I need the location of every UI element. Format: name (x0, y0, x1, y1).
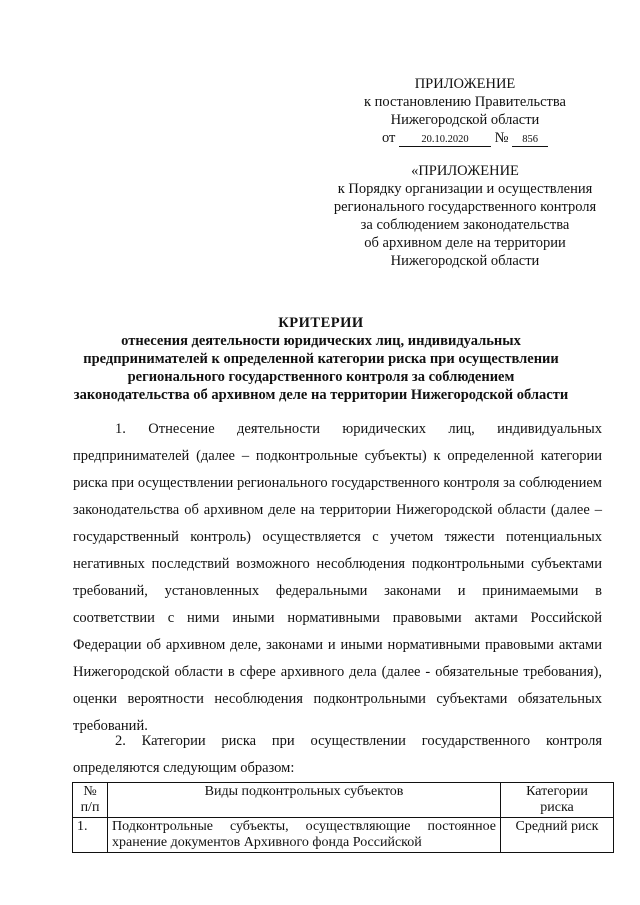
procedure-appendix-title: «ПРИЛОЖЕНИЕ (411, 163, 519, 179)
criteria-subtitle-line: законодательства об архивном деле на территории Нижегородской области (73, 387, 569, 403)
procedure-line: за соблюдением законодательства (360, 217, 570, 233)
appendix-line-1: к постановлению Правительства (364, 94, 566, 110)
row-risk-category: Средний риск (501, 818, 614, 853)
resolution-date: 20.10.2020 (399, 134, 491, 147)
criteria-heading: КРИТЕРИИ (278, 315, 364, 331)
procedure-line: регионального государственного контроля (333, 199, 597, 215)
table-row (73, 818, 614, 853)
paragraph-2 (73, 728, 602, 782)
appendix-government-resolution (300, 75, 630, 147)
appendix-date-line (300, 129, 630, 147)
paragraph-2-text: 2. Категории риска при осуществлении государственного контроля определяются следующим образом: (73, 733, 602, 776)
paragraph-1-text: 1. Отнесение деятельности юридических лиц, индивидуальных предпринимателей (далее – подконтрольные субъекты) к определенной категории риска при осуществлении регионального государственного контроля за соблюдением законодательства об архивном деле на территории Нижегородской области (далее – государственный контроль) осуществляется с учетом тяжести потенциальных негативных последствий возможного несоблюдения подконтрольными субъектами требований, установленных федеральными законами и принимаемыми в соответствии с ними иными нормативными правовыми актами Российской Федерации об архивном деле, законами и иными нормативными правовыми актами Нижегородской области в сфере архивного дела (далее - обязательные требования), оценки вероятности несоблюдения подконтрольными субъектами обязательных требований. (73, 421, 602, 734)
row-number: 1. (73, 818, 108, 853)
header-category-line-1: Категории (526, 784, 588, 799)
header-number-abbr: п/п (80, 800, 100, 815)
procedure-line: Нижегородской области (390, 253, 540, 269)
header-types-cell: Виды подконтрольных субъектов (108, 783, 501, 818)
header-category-cell (501, 783, 614, 818)
number-label: № (494, 130, 509, 146)
appendix-procedure (300, 162, 630, 270)
date-label: от (381, 130, 396, 146)
criteria-subtitle-line: отнесения деятельности юридических лиц, индивидуальных (121, 333, 521, 349)
procedure-line: об архивном деле на территории (364, 235, 566, 251)
criteria-title (36, 314, 606, 404)
criteria-subtitle-line: предпринимателей к определенной категории риска при осуществлении (83, 351, 559, 367)
row-description: Подконтрольные субъекты, осуществляющие постоянное хранение документов Архивного фонда Российской (108, 818, 501, 853)
risk-categories-table (72, 782, 614, 853)
table-header-row (73, 783, 614, 818)
header-category-line-2: риска (540, 800, 574, 815)
header-number-cell (73, 783, 108, 818)
appendix-title: ПРИЛОЖЕНИЕ (414, 76, 516, 92)
resolution-number: 856 (512, 134, 548, 147)
paragraph-1 (73, 416, 602, 740)
appendix-line-2: Нижегородской области (390, 112, 540, 128)
procedure-line: к Порядку организации и осуществления (337, 181, 593, 197)
criteria-subtitle-line: регионального государственного контроля за соблюдением (127, 369, 515, 385)
header-number-symbol: № (83, 784, 97, 799)
